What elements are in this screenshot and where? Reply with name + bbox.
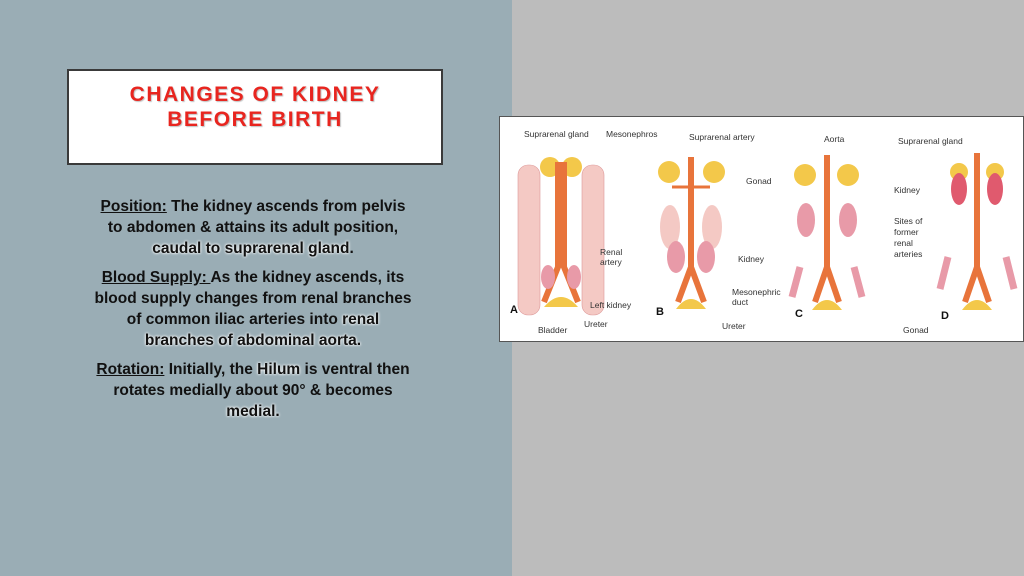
blood-supply-paragraph xyxy=(92,267,414,351)
label-mesonephros: Mesonephros xyxy=(606,129,658,139)
label-kidney-b: Kidney xyxy=(738,254,764,264)
label-arteries: arteries xyxy=(894,249,923,259)
panel-letter-d: D xyxy=(941,310,949,322)
label-suprarenal-artery: Suprarenal artery xyxy=(689,132,755,142)
label-aorta: Aorta xyxy=(824,134,845,144)
label-duct: duct xyxy=(732,297,749,307)
title-line-1: CHANGES OF KIDNEY xyxy=(129,83,381,106)
position-label: Position: xyxy=(100,198,167,215)
panel-letter-b: B xyxy=(656,306,664,318)
label-sites-of: Sites of xyxy=(894,216,923,226)
label-gonad-d: Gonad xyxy=(903,325,929,335)
rotation-text-2: is ventral then rotates medially about 90° & becomes xyxy=(113,361,410,399)
title-box xyxy=(67,69,443,165)
label-bladder: Bladder xyxy=(538,325,568,335)
rotation-paragraph xyxy=(92,359,414,422)
body-text xyxy=(92,196,414,430)
label-ureter-b: Ureter xyxy=(722,321,746,331)
label-artery: artery xyxy=(600,257,622,267)
panel-letter-a: A xyxy=(510,304,518,316)
position-highlight: caudal to suprarenal gland xyxy=(152,240,350,257)
rotation-label: Rotation: xyxy=(96,361,165,378)
rotation-highlight-1: Hilum xyxy=(257,361,301,378)
figure-svg xyxy=(500,117,1024,342)
label-gonad-b: Gonad xyxy=(746,176,772,186)
rotation-highlight-2: medial. xyxy=(226,403,280,420)
label-suprarenal-gland-d: Suprarenal gland xyxy=(898,136,963,146)
title-line-2: BEFORE BIRTH xyxy=(167,108,343,131)
label-renal-d: renal xyxy=(894,238,913,248)
position-text-2: . xyxy=(349,240,354,257)
label-mesonephric: Mesonephric xyxy=(732,287,781,297)
blood-supply-text: As the kidney ascends, its blood supply changes from renal branches of common iliac arteries into xyxy=(94,269,412,328)
label-ureter-a: Ureter xyxy=(584,319,608,329)
panel-a xyxy=(518,157,604,315)
panel-d xyxy=(940,153,1014,310)
panel-letter-c: C xyxy=(795,308,803,320)
position-paragraph xyxy=(92,196,414,259)
label-suprarenal-gland-a: Suprarenal gland xyxy=(524,129,589,139)
panel-b xyxy=(658,157,725,309)
position-text-1: The kidney ascends from pelvis to abdomen & attains its adult position, xyxy=(107,198,406,236)
label-kidney-d: Kidney xyxy=(894,185,920,195)
label-renal: Renal xyxy=(600,247,623,257)
kidney-ascent-figure xyxy=(499,116,1024,342)
blood-supply-highlight: renal branches of abdominal aorta. xyxy=(144,311,380,349)
page-title xyxy=(69,82,441,132)
rotation-text-1: Initially, the xyxy=(164,361,258,378)
label-left-kidney: Left kidney xyxy=(590,300,632,310)
blood-supply-label: Blood Supply: xyxy=(101,269,211,286)
label-former: former xyxy=(894,227,919,237)
panel-c xyxy=(792,155,862,310)
